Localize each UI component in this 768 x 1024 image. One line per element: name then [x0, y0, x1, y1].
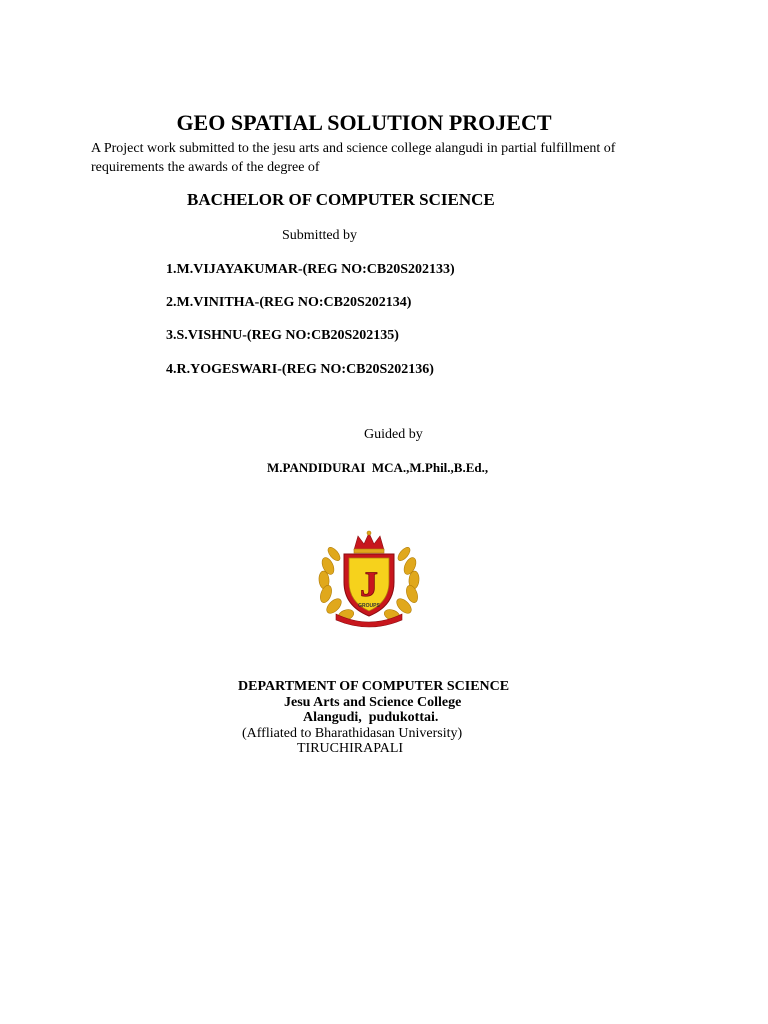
svg-text:J: J — [360, 564, 378, 604]
city-name: TIRUCHIRAPALI — [297, 741, 404, 756]
student-2: 2.M.VINITHA-(REG NO:CB20S202134) — [166, 295, 412, 310]
university-affiliation: (Affliated to Bharathidasan University) — [242, 726, 463, 741]
college-name: Jesu Arts and Science College — [284, 695, 462, 710]
intro-line-1: A Project work submitted to the jesu arts and science college alangudi in partial fulfillment of — [91, 141, 616, 156]
student-1: 1.M.VIJAYAKUMAR-(REG NO:CB20S202133) — [166, 262, 455, 277]
intro-line-2: requirements the awards of the degree of — [91, 160, 320, 175]
student-4: 4.R.YOGESWARI-(REG NO:CB20S202136) — [166, 362, 434, 377]
guided-by-label: Guided by — [364, 427, 423, 442]
degree-title: BACHELOR OF COMPUTER SCIENCE — [187, 190, 495, 209]
college-emblem-icon — [314, 530, 424, 630]
document-title: GEO SPATIAL SOLUTION PROJECT — [176, 110, 552, 135]
department-name: DEPARTMENT OF COMPUTER SCIENCE — [238, 679, 510, 694]
student-3: 3.S.VISHNU-(REG NO:CB20S202135) — [166, 328, 399, 343]
submitted-by-label: Submitted by — [282, 228, 358, 243]
college-location: Alangudi, pudukottai. — [303, 710, 439, 725]
intro-text — [91, 139, 651, 177]
svg-text:GROUPS: GROUPS — [358, 603, 380, 609]
guide-name: M.PANDIDURAI MCA.,M.Phil.,B.Ed., — [267, 460, 489, 475]
